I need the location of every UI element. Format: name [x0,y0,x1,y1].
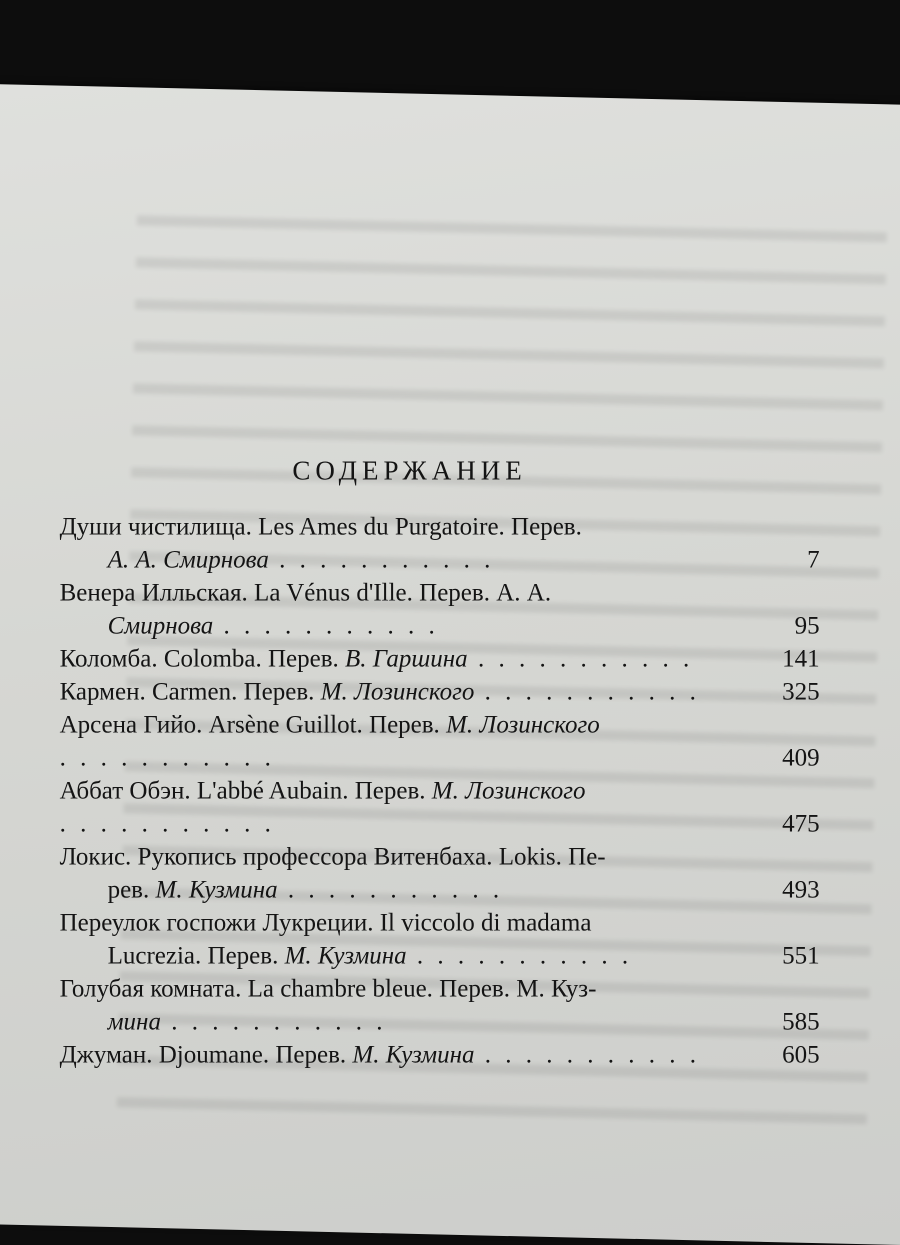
entry-title: Аббат Обэн. L'abbé Aubain. Перев. [59,777,432,805]
toc-entry [60,1039,820,1072]
book-page [0,84,900,1245]
page-number: 551 [782,942,820,970]
entry-title: рев. [107,876,156,904]
toc-entry-text [60,1039,750,1072]
leader-dots: . . . . . . . . . . . [474,1041,701,1069]
page-number: 7 [807,546,820,574]
entry-second-line [60,646,694,673]
entry-second-line [60,778,586,838]
entry-second-line [60,679,700,706]
toc-entry [60,775,820,841]
toc-entry [60,841,820,907]
toc-entry-text [60,643,750,676]
page-number: 585 [782,1008,820,1036]
leader-dots: . . . . . . . . . . . [406,942,633,970]
leader-dots: . . . . . . . . . . . [277,876,504,904]
entry-second-line [60,874,740,907]
toc-entry [60,643,820,676]
toc-entry [60,577,820,643]
entry-title: Джуман. Djoumane. Перев. [59,1041,353,1069]
toc-entry-text [60,841,750,907]
toc-heading: СОДЕРЖАНИЕ [292,455,527,486]
leader-dots: . . . . . . . . . . . [59,810,275,838]
entry-second-line [60,940,740,973]
translator-name: мина [107,1008,161,1036]
page-number: 141 [782,645,820,673]
toc-entry [60,676,820,709]
entry-title-line: Венера Илльская. La Vénus d'Ille. Перев. А. А. [59,579,552,607]
translator-name: М. Кузмина [284,942,407,970]
toc-entry [60,907,820,973]
entry-second-line [60,1006,740,1039]
toc-entry-text [60,709,750,775]
leader-dots: . . . . . . . . . . . [474,678,700,706]
toc-entry-text [60,775,750,841]
toc-entry-text [60,577,750,643]
entry-second-line [60,610,740,643]
page-number: 325 [782,678,820,706]
entry-title-line: Локис. Рукопись профессора Витенбаха. Lokis. Пе- [59,843,606,871]
translator-name: М. Лозинского [431,777,586,805]
translator-name: М. Кузмина [155,876,278,904]
page-number: 475 [782,810,820,838]
leader-dots: . . . . . . . . . . . [467,645,694,673]
translator-name: А. А. Смирнова [107,546,269,574]
translator-name: М. Лозинского [320,678,475,706]
page-number: 95 [794,612,820,640]
entry-second-line [60,712,600,772]
toc-entry [60,511,820,577]
leader-dots: . . . . . . . . . . . [268,546,495,574]
entry-title: Арсена Гийо. Arsène Guillot. Перев. [59,711,447,739]
entry-title: Коломба. Colomba. Перев. [59,645,346,673]
entry-title-line: Переулок госпожи Лукреции. Il viccolo di madama [59,909,592,937]
page-number: 605 [782,1041,820,1069]
toc-entry-text [60,907,750,973]
entry-title: Lucrezia. Перев. [107,942,285,970]
toc-entries [60,511,820,1072]
page-number: 409 [782,744,820,772]
leader-dots: . . . . . . . . . . . [160,1008,387,1036]
toc-entry [60,709,820,775]
toc-entry-text [60,511,750,577]
leader-dots: . . . . . . . . . . . [213,612,439,640]
translator-name: Смирнова [107,612,214,640]
entry-second-line [60,1042,700,1069]
translator-name: М. Лозинского [446,711,600,739]
entry-title-line: Души чистилища. Les Ames du Purgatoire. Перев. [59,513,582,541]
translator-name: М. Кузмина [352,1041,475,1069]
toc-entry-text [60,676,750,709]
page-number: 493 [782,876,820,904]
leader-dots: . . . . . . . . . . . [59,744,275,772]
toc-entry-text [60,973,750,1039]
translator-name: В. Гаршина [345,645,468,673]
entry-second-line [60,544,740,577]
table-of-contents [60,456,820,1072]
entry-title: Кармен. Carmen. Перев. [59,678,321,706]
toc-entry [60,973,820,1039]
entry-title-line: Голубая комната. La chambre bleue. Перев. М. Куз- [59,975,597,1003]
